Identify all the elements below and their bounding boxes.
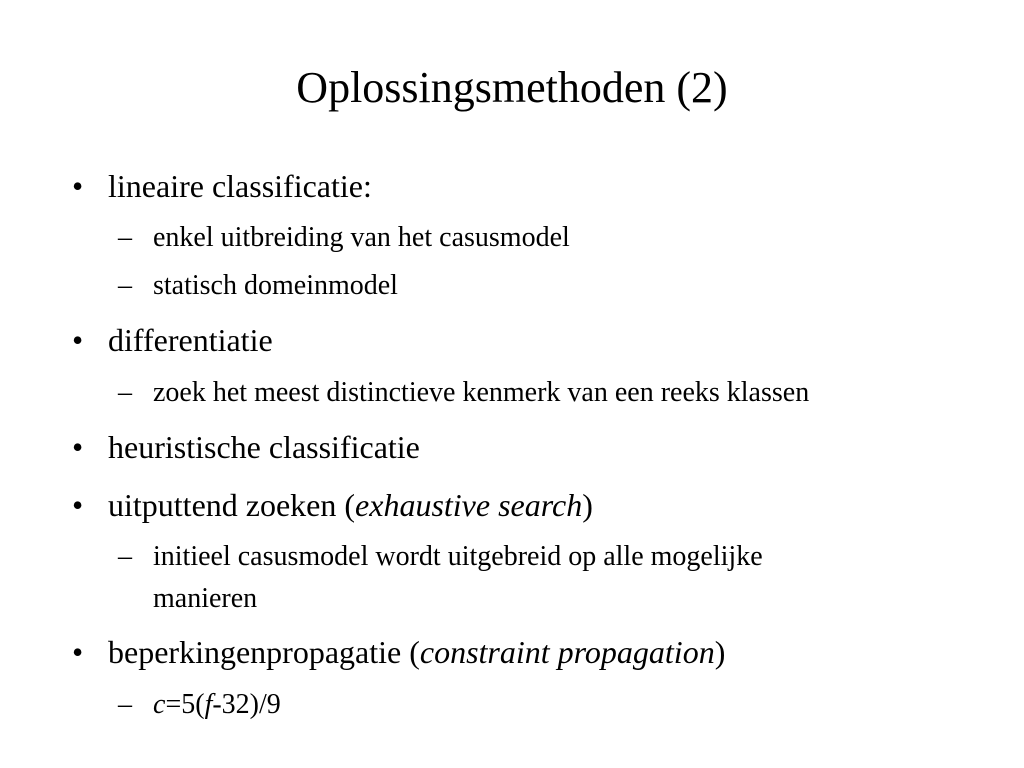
bullet-item-differentiatie: differentiatie <box>108 322 273 358</box>
sub-item-initieel-casusmodel-cont: manieren <box>153 583 258 614</box>
sub-item-formula <box>153 687 281 723</box>
bullet-marker: • <box>72 322 84 358</box>
dash-marker: – <box>118 541 132 572</box>
bullet-item-beperkingenpropagatie <box>108 632 725 672</box>
sub-item-initieel-casusmodel: initieel casusmodel wordt uitgebreid op alle mogelijke <box>153 541 763 572</box>
slide-title: Oplossingsmethoden (2) <box>296 63 728 112</box>
dash-marker: – <box>118 689 132 720</box>
bullet-marker: • <box>72 168 84 204</box>
bullet-item-uitputtend-zoeken <box>108 485 593 525</box>
exhaustive-search-term: exhaustive search <box>355 487 583 523</box>
constraint-propagation-term: constraint propagation <box>419 634 715 670</box>
sub-item-distinctief-kenmerk: zoek het meest distinctieve kenmerk van een reeks klassen <box>153 377 810 408</box>
bullet-marker: • <box>72 487 84 523</box>
uitputtend-zoeken-text: uitputtend zoeken ( <box>108 487 356 523</box>
bullet-item-lineaire-classificatie: lineaire classificatie: <box>108 168 372 204</box>
closing-paren: ) <box>714 634 726 670</box>
dash-marker: – <box>118 377 132 408</box>
sub-item-casusmodel: enkel uitbreiding van het casusmodel <box>153 222 570 253</box>
dash-marker: – <box>118 270 132 301</box>
formula-var-c: c <box>153 689 166 720</box>
closing-paren: ) <box>582 487 593 523</box>
formula-rest: -32)/9 <box>212 689 281 720</box>
sub-item-domeinmodel: statisch domeinmodel <box>153 270 398 301</box>
formula-equals: =5( <box>165 689 205 720</box>
bullet-marker: • <box>72 429 84 465</box>
formula-var-f: f <box>204 689 213 720</box>
bullet-marker: • <box>72 634 84 670</box>
dash-marker: – <box>118 222 132 253</box>
bullet-item-heuristische-classificatie: heuristische classificatie <box>108 429 420 465</box>
beperkingenpropagatie-text: beperkingenpropagatie ( <box>108 634 420 670</box>
